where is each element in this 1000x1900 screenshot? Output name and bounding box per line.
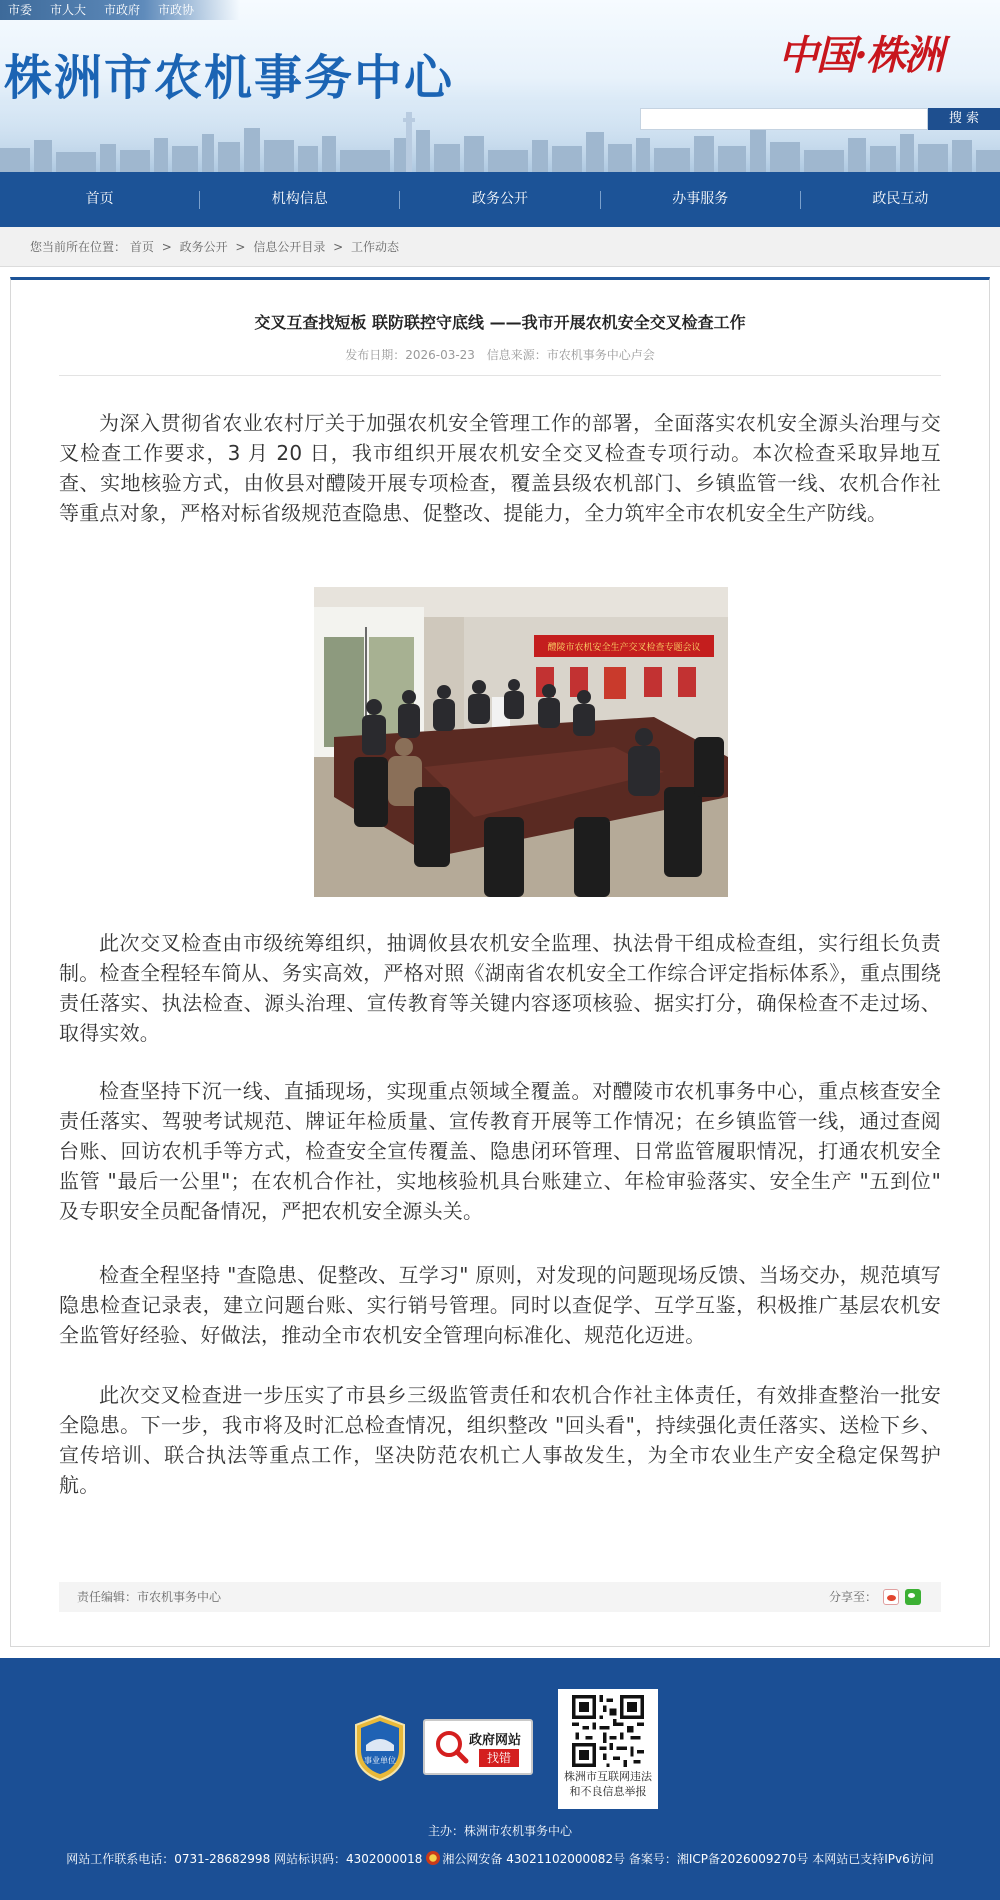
china-zhuzhou-logo: 中国·株洲 <box>778 32 942 79</box>
site-header <box>0 0 1000 172</box>
photo-banner-text: 醴陵市农机安全生产交叉检查专题会议 <box>547 643 701 653</box>
article-footer-bar <box>59 1582 941 1612</box>
badge-shiye-text: 事业单位 <box>364 1756 396 1765</box>
record-numbers[interactable]: 湘公网安备 43021102000082号 备案号：湘ICP备2026009270号 本网站已支持IPv6访问 <box>442 1852 934 1866</box>
search-button[interactable]: 搜 索 <box>928 108 1000 130</box>
weibo-share-icon[interactable] <box>883 1589 899 1605</box>
article-paragraph-3: 检查坚持下沉一线、直插现场，实现重点领域全覆盖。对醴陵市农机事务中心，重点核查安全责任落实、驾驶考试规范、牌证年检质量、宣传教育开展等工作情况；在乡镇监管一线，通过查阅台账、回访农机手等方式，检查安全宣传覆盖、隐患闭环管理、日常监管履职情况，打通农机安全监管 "最后一公里"；在农机合作社，实地核验机具台账建立、年检审验落实、安全生产 "五到位" 及专职安全员配备情况，严把农机安全源头关。 <box>59 1079 941 1223</box>
breadcrumb-separator: > <box>161 240 172 254</box>
nav-item-interaction[interactable]: 政民互动 <box>872 191 929 207</box>
article-paragraph-5: 此次交叉检查进一步压实了市县乡三级监管责任和农机合作社主体责任，有效排查整治一批安全隐患。下一步，我市将及时汇总检查情况，组织整改 "回头看"，持续强化责任落实、送检下乡、宣传培训、联合执法等重点工作，坚决防范农机亡人事故发生，为全市农业生产安全稳定保驾护航。 <box>59 1383 941 1497</box>
article-paragraph-2: 此次交叉检查由市级统筹组织，抽调攸县农机安全监理、执法骨干组成检查组，实行组长负责制。检查全程轻车简从、务实高效，严格对照《湖南省农机安全工作综合评定指标体系》，重点围绕责任落实、执法检查、源头治理、宣传教育等关键内容逐项核验、据实打分，确保检查不走过场、取得实效。 <box>59 931 941 1045</box>
article-title: 交叉互查找短板 联防联控守底线 ——我市开展农机安全交叉检查工作 <box>254 313 746 332</box>
qr-code-icon <box>572 1695 644 1767</box>
breadcrumb-separator: > <box>235 240 246 254</box>
zhaocuo-label: 找错 <box>479 1749 519 1767</box>
zhaocuo-title: 政府网站 <box>469 1733 522 1748</box>
meeting-photo <box>314 587 728 897</box>
responsible-editor: 责任编辑：市农机事务中心 <box>77 1590 222 1604</box>
gov-website-error-report-badge[interactable] <box>423 1719 533 1775</box>
info-source: 信息来源：市农机事务中心卢会 <box>486 348 655 362</box>
top-link-shizhengfu[interactable]: 市政府 <box>104 3 141 17</box>
share-bar <box>829 1582 921 1612</box>
top-links-bar <box>0 0 240 20</box>
site-title[interactable]: 株洲市农机事务中心 <box>4 50 455 106</box>
article-meta <box>11 346 989 363</box>
breadcrumb-prefix: 您当前所在位置： <box>30 240 127 254</box>
nav-item-services[interactable]: 办事服务 <box>672 191 729 207</box>
contact-and-site-id: 网站工作联系电话：0731-28682998 网站标识码：4302000018 <box>66 1852 423 1866</box>
report-text <box>558 1769 658 1799</box>
wechat-share-icon[interactable] <box>905 1589 921 1605</box>
police-badge-icon <box>426 1851 440 1865</box>
breadcrumb-gov-affairs[interactable]: 政务公开 <box>179 240 228 254</box>
nav-item-org-info[interactable]: 机构信息 <box>271 191 328 207</box>
top-link-shiwei[interactable]: 市委 <box>8 3 33 17</box>
public-institution-badge[interactable] <box>354 1715 406 1781</box>
magnifier-icon <box>433 1729 469 1765</box>
sponsor-text: 主办：株洲市农机事务中心 <box>427 1824 572 1838</box>
report-text-line1: 株洲市互联网违法 <box>564 1770 652 1783</box>
breadcrumb-work-news[interactable]: 工作动态 <box>351 240 400 254</box>
search-input[interactable] <box>640 108 928 130</box>
article-paragraph-4: 检查全程坚持 "查隐患、促整改、互学习" 原则，对发现的问题现场反馈、当场交办，规范填写隐患检查记录表，建立问题台账、实行销号管理。同时以查促学、互学互鉴，积极推广基层农机安全监管好经验、好做法，推动全市农机安全管理向标准化、规范化迈进。 <box>59 1263 941 1347</box>
top-link-shizhengxie[interactable]: 市政协 <box>158 3 195 17</box>
breadcrumb <box>0 227 1000 267</box>
report-text-line2: 和不良信息举报 <box>569 1785 647 1798</box>
breadcrumb-info-catalog[interactable]: 信息公开目录 <box>253 240 326 254</box>
article-container <box>10 277 990 1647</box>
article-paragraph-1: 为深入贯彻省农业农村厅关于加强农机安全管理工作的部署，全面落实农机安全源头治理与交叉检查工作要求，3 月 20 日，我市组织开展农机安全交叉检查专项行动。本次检查采取异地互查、实地核验方式，由攸县对醴陵开展专项检查，覆盖县级农机部门、乡镇监管一线、农机合作社等重点对象，严格对标省级规范查隐患、促整改、提能力，全力筑牢全市农机安全生产防线。 <box>59 411 941 525</box>
top-link-shirenda[interactable]: 市人大 <box>50 3 87 17</box>
nav-item-gov-affairs[interactable]: 政务公开 <box>472 191 528 207</box>
site-footer <box>0 1658 1000 1900</box>
share-label: 分享至： <box>828 1590 877 1604</box>
footer-info-line <box>0 1850 1000 1867</box>
main-nav <box>0 172 1000 227</box>
nav-item-home[interactable]: 首页 <box>85 191 114 207</box>
publish-date: 发布日期：2026-03-23 <box>345 348 475 362</box>
breadcrumb-separator: > <box>333 240 344 254</box>
title-divider <box>59 375 941 376</box>
illegal-info-report[interactable] <box>558 1689 658 1809</box>
breadcrumb-home[interactable]: 首页 <box>129 240 154 254</box>
